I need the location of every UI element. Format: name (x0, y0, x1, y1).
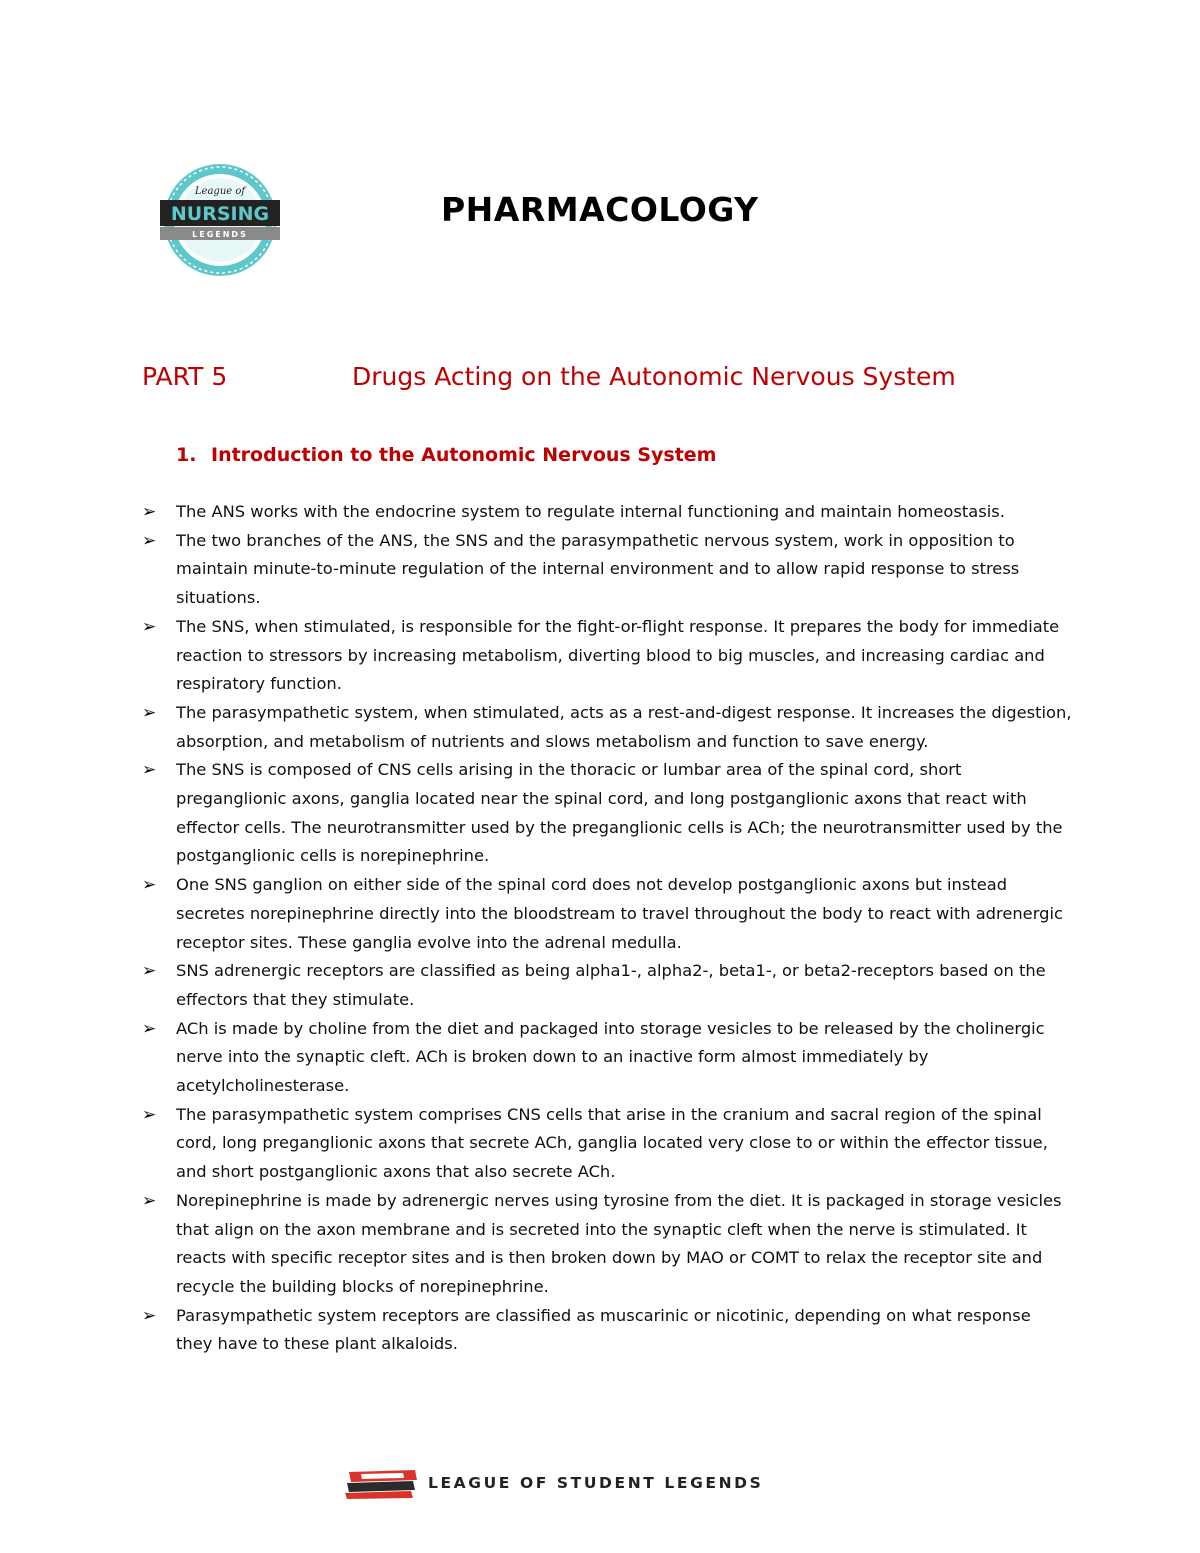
bullet-item (142, 756, 1072, 871)
bullet-item (142, 613, 1072, 699)
bullet-item (142, 1101, 1072, 1187)
logo-line3: LEGENDS (192, 230, 248, 239)
arrow-bullet-icon: ➢ (142, 616, 157, 637)
logo-line1: League of (194, 186, 246, 197)
bullet-text: Parasympathetic system receptors are classified as muscarinic or nicotinic, depending on what response they have to these plant alkaloids. (176, 1305, 1031, 1354)
bullet-text: The parasympathetic system, when stimulated, acts as a rest-and-digest response. It increases the digestion, absorption, and metabolism of nutrients and slows metabolism and function to save energy. (176, 702, 1072, 751)
bullet-item (142, 1187, 1072, 1302)
bullet-item (142, 527, 1072, 613)
bullet-text: The SNS, when stimulated, is responsible for the fight-or-flight response. It prepares the body for immediate reaction to stressors by increasing metabolism, diverting blood to big muscles, and increasing cardiac and respiratory function. (176, 616, 1060, 694)
bullet-text: The two branches of the ANS, the SNS and the parasympathetic nervous system, work in opposition to maintain minute-to-minute regulation of the internal environment and to allow rapid response to stress situations. (176, 530, 1020, 608)
arrow-bullet-icon: ➢ (142, 702, 157, 723)
part-title: Drugs Acting on the Autonomic Nervous System (352, 362, 956, 391)
arrow-bullet-icon: ➢ (142, 1190, 157, 1211)
arrow-bullet-icon: ➢ (142, 1305, 157, 1326)
arrow-bullet-icon: ➢ (142, 530, 157, 551)
arrow-bullet-icon: ➢ (142, 875, 157, 896)
bullet-text: ACh is made by choline from the diet and packaged into storage vesicles to be released by the cholinergic nerve into the synaptic cleft. ACh is broken down to an inactive form almost immediately by acetylcholinesterase. (176, 1018, 1045, 1096)
document-title: PHARMACOLOGY (441, 190, 759, 229)
section-number: 1. (176, 444, 197, 466)
bullet-text: One SNS ganglion on either side of the spinal cord does not develop postganglionic axons but instead secretes norepinephrine directly into the bloodstream to travel throughout the body to react with adrenergic receptor sites. These ganglia evolve into the adrenal medulla. (176, 875, 1063, 952)
arrow-bullet-icon: ➢ (142, 961, 157, 982)
arrow-bullet-icon: ➢ (142, 760, 157, 781)
bullet-text: Norepinephrine is made by adrenergic nerves using tyrosine from the diet. It is packaged in storage vesicles that align on the axon membrane and is secreted into the synaptic cleft when the nerve is stimulated. It reacts with specific receptor sites and is then broken down by MAO or COMT to relax the receptor site and recycle the building blocks of norepinephrine. (176, 1190, 1062, 1296)
bullet-text: SNS adrenergic receptors are classified as being alpha1-, alpha2-, beta1-, or beta2-receptors based on the effectors that they stimulate. (176, 961, 1046, 1009)
bullet-item (142, 1302, 1072, 1359)
book-stack-icon (343, 1468, 421, 1500)
bullet-item (142, 957, 1072, 1014)
bullet-text: The parasympathetic system comprises CNS cells that arise in the cranium and sacral region of the spinal cord, long preganglionic axons that secrete ACh, ganglia located very close to or within the effector tissue, and short postganglionic axons that also secrete ACh. (176, 1104, 1048, 1182)
part-label: PART 5 (142, 362, 228, 391)
section-heading (176, 444, 716, 466)
league-of-nursing-legends-logo (160, 160, 280, 280)
arrow-bullet-icon: ➢ (142, 1104, 157, 1125)
bullet-item (142, 1015, 1072, 1101)
footer-text: LEAGUE OF STUDENT LEGENDS (428, 1474, 764, 1492)
bullet-list (142, 498, 1072, 1359)
logo-line2: NURSING (170, 203, 270, 225)
arrow-bullet-icon: ➢ (142, 502, 157, 522)
bullet-item (142, 498, 1072, 527)
arrow-bullet-icon: ➢ (142, 1018, 157, 1039)
bullet-text: The ANS works with the endocrine system to regulate internal functioning and maintain homeostasis. (176, 502, 1005, 521)
section-heading-text: Introduction to the Autonomic Nervous System (211, 444, 717, 466)
bullet-text: The SNS is composed of CNS cells arising in the thoracic or lumbar area of the spinal cord, short preganglionic axons, ganglia located near the spinal cord, and long postganglionic axons that react with effector cells. The neurotransmitter used by the preganglionic cells is ACh; the neurotransmitter used by the postganglionic cells is norepinephrine. (176, 760, 1063, 866)
bullet-item (142, 699, 1072, 756)
footer-logo (343, 1468, 863, 1500)
bullet-item (142, 871, 1072, 957)
